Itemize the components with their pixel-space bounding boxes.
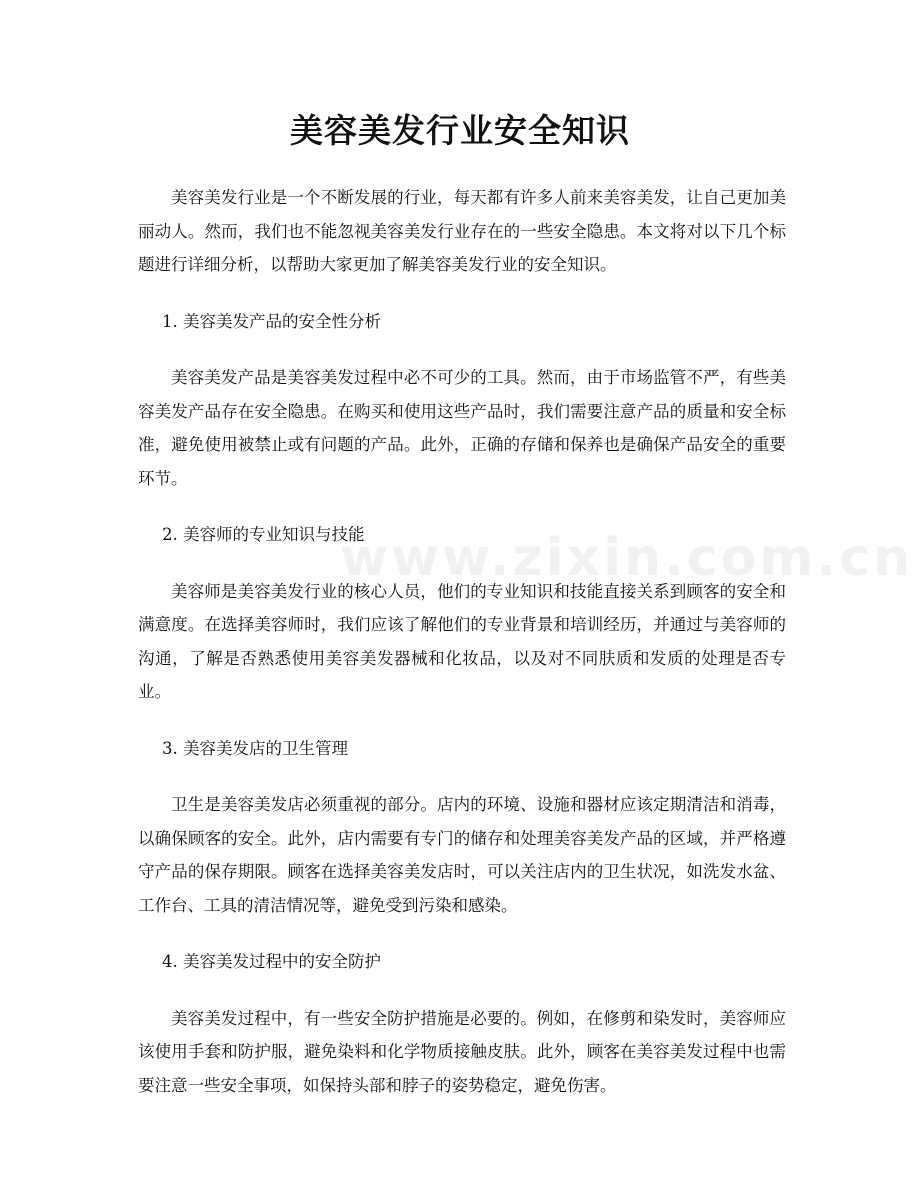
section-body-4: 美容美发过程中，有一些安全防护措施是必要的。例如，在修剪和染发时，美容师应该使用手套和防护服，避免染料和化学物质接触皮肤。此外，顾客在美容美发过程中也需要注意一些安全事项，如保持头部和脖子的姿势稳定，避免伤害。 <box>138 1008 786 1095</box>
document-title: 美容美发行业安全知识 <box>290 111 630 150</box>
section-heading-4: 4. 美容美发过程中的安全防护 <box>162 952 381 971</box>
section-heading-3: 3. 美容美发店的卫生管理 <box>162 738 348 758</box>
intro-paragraph: 美容美发行业是一个不断发展的行业，每天都有许多人前来美容美发，让自己更加美丽动人。然而，我们也不能忽视美容美发行业存在的一些安全隐患。本文将对以下几个标题进行详细分析，以帮助大家更加了解美容美发行业的安全知识。 <box>138 188 786 274</box>
section-body-2: 美容师是美容美发行业的核心人员，他们的专业知识和技能直接关系到顾客的安全和满意度。在选择美容师时，我们应该了解他们的专业背景和培训经历，并通过与美容师的沟通，了解是否熟悉使用美容美发器械和化妆品，以及对不同肤质和发质的处理是否专业。 <box>138 581 786 701</box>
section-body-3: 卫生是美容美发店必须重视的部分。店内的环境、设施和器材应该定期清洁和消毒，以确保顾客的安全。此外，店内需要有专门的储存和处理美容美发产品的区域，并严格遵守产品的保存期限。顾客在选择美容美发店时，可以关注店内的卫生状况，如洗发水盆、工作台、工具的清洁情况等，避免受到污染和感染。 <box>138 795 786 915</box>
section-body-1: 美容美发产品是美容美发过程中必不可少的工具。然而，由于市场监管不严，有些美容美发产品存在安全隐患。在购买和使用这些产品时，我们需要注意产品的质量和安全标准，避免使用被禁止或有问题的产品。此外，正确的存储和保养也是确保产品安全的重要环节。 <box>138 368 786 488</box>
section-heading-2: 2. 美容师的专业知识与技能 <box>162 525 365 544</box>
watermark: www.zixin.com.cn <box>340 528 914 588</box>
document-body <box>138 181 786 1125</box>
section-heading-1: 1. 美容美发产品的安全性分析 <box>162 311 381 331</box>
